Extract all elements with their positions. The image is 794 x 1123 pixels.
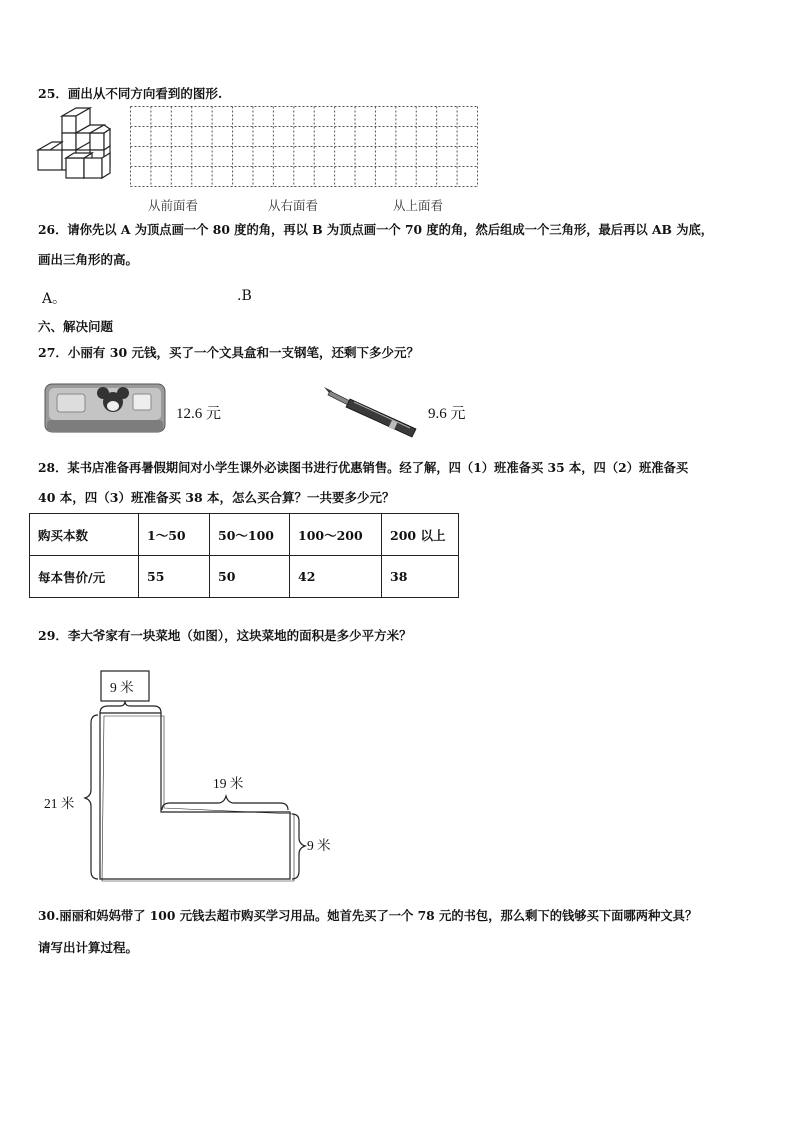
table-cell: 38 — [382, 556, 459, 598]
table-cell: 1～50 — [139, 514, 210, 556]
left-height-label: 21 米 — [44, 796, 75, 811]
q30-text-line1: 30.丽丽和妈妈带了 100 元钱去超市购买学习用品。她首先买了一个 78 元的书包，那么剩下的钱够买下面哪两种文具？ — [38, 908, 698, 923]
q27-text: 27．小丽有 30 元钱，买了一个文具盒和一支钢笔，还剩下多少元？ — [38, 345, 419, 360]
q26-text-line1: 26．请你先以 A 为顶点画一个 80 度的角，再以 B 为顶点画一个 70 度的角，然后组成一个三角形，最后再以 AB 为底， — [38, 222, 714, 237]
table-row — [30, 556, 459, 598]
view-label-top: 从上面看 — [393, 198, 444, 213]
right-height-label: 9 米 — [307, 838, 331, 853]
table-cell: 购买本数 — [30, 514, 139, 556]
table-cell: 50～100 — [210, 514, 290, 556]
point-b-label: .B — [237, 288, 252, 304]
pencil-box-image — [43, 380, 167, 438]
q26-text-line2: 画出三角形的高。 — [38, 252, 139, 267]
view-label-front: 从前面看 — [148, 198, 199, 213]
q28-text-line1: 28．某书店准备再暑假期间对小学生课外必读图书进行优惠销售。经了解，四（1）班准备买 35 本，四（2）班准备买 — [38, 460, 689, 475]
table-cell: 每本售价/元 — [30, 556, 139, 598]
table-row — [30, 514, 459, 556]
table-cell: 100～200 — [290, 514, 382, 556]
table-cell: 200 以上 — [382, 514, 459, 556]
view-label-right: 从右面看 — [268, 198, 319, 213]
l-shape-figure — [40, 668, 340, 888]
q30-text-line2: 请写出计算过程。 — [38, 940, 139, 955]
cube-stack-figure — [36, 106, 126, 186]
q25-text: 25．画出从不同方向看到的图形. — [38, 86, 223, 101]
section-title: 六、解决问题 — [38, 319, 114, 334]
pencil-box-price: 12.6 元 — [176, 406, 222, 422]
q28-text-line2: 40 本，四（3）班准备买 38 本，怎么买合算？一共要多少元？ — [38, 490, 395, 505]
drawing-grid[interactable] — [130, 106, 479, 188]
table-cell: 42 — [290, 556, 382, 598]
fountain-pen-image — [320, 383, 420, 439]
inner-length-label: 19 米 — [213, 776, 244, 791]
price-table — [29, 513, 459, 598]
pen-price: 9.6 元 — [428, 406, 466, 422]
q29-text: 29．李大爷家有一块菜地（如图），这块菜地的面积是多少平方米？ — [38, 628, 412, 643]
top-width-label: 9 米 — [110, 680, 134, 695]
table-cell: 55 — [139, 556, 210, 598]
point-a-label: A。 — [42, 291, 67, 307]
table-cell: 50 — [210, 556, 290, 598]
